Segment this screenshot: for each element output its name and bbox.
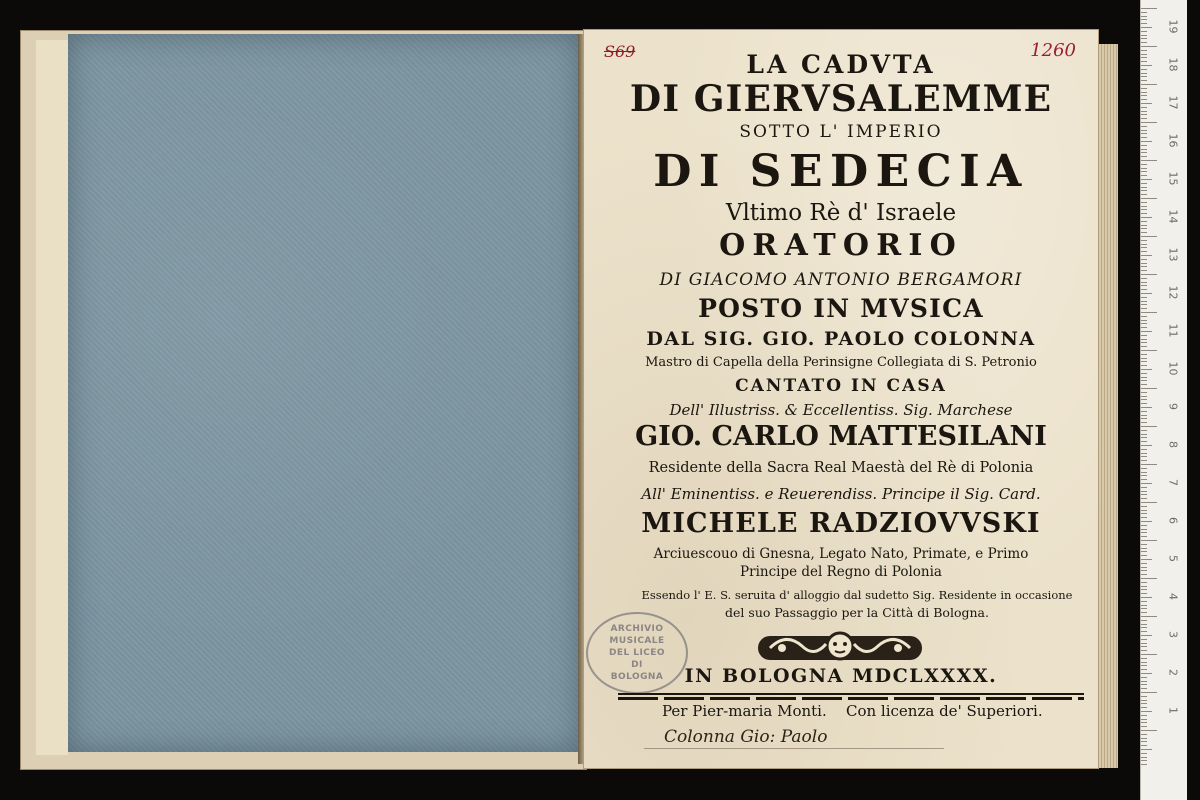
patron-title-line: Residente della Sacra Real Maestà del Rè di Polonia bbox=[648, 460, 1034, 476]
measurement-ruler bbox=[1140, 0, 1187, 800]
handwritten-signature: Colonna Gio: Paolo bbox=[664, 727, 828, 747]
ruler-tick bbox=[1141, 513, 1147, 514]
ruler-tick bbox=[1141, 415, 1147, 416]
patron-honorific-line: Dell' Illustriss. & Eccellentiss. Sig. Marchese bbox=[669, 401, 1013, 419]
ruler-tick bbox=[1141, 225, 1147, 226]
ruler-tick bbox=[1141, 270, 1147, 271]
ruler-tick bbox=[1141, 449, 1147, 450]
woodcut-ornament bbox=[756, 626, 924, 666]
ruler-tick bbox=[1141, 396, 1147, 397]
ruler-tick bbox=[1141, 278, 1147, 279]
ruler-number-6: 6 bbox=[1166, 517, 1180, 524]
ruler-tick bbox=[1141, 282, 1147, 283]
ruler-tick bbox=[1141, 304, 1147, 305]
ruler-tick bbox=[1141, 559, 1152, 560]
ruler-tick bbox=[1141, 658, 1147, 659]
cardinal-honorific-line: All' Eminentiss. e Reuerendiss. Principe il Sig. Card. bbox=[641, 485, 1041, 503]
ruler-tick bbox=[1141, 662, 1147, 663]
ruler-tick bbox=[1141, 217, 1152, 218]
stamp-line-5: BOLOGNA bbox=[610, 672, 664, 682]
title-line-1: LA CADVTA bbox=[746, 50, 936, 79]
ruler-tick bbox=[1141, 365, 1147, 366]
ruler-tick bbox=[1141, 734, 1147, 735]
ruler-tick bbox=[1141, 445, 1152, 446]
ruler-tick bbox=[1141, 464, 1157, 465]
ruler-number-7: 7 bbox=[1166, 479, 1180, 486]
ruler-tick bbox=[1141, 715, 1147, 716]
ruler-tick bbox=[1141, 472, 1147, 473]
ruler-tick bbox=[1141, 430, 1147, 431]
ruler-tick bbox=[1141, 213, 1147, 214]
ruler-tick bbox=[1141, 422, 1147, 423]
ruler-number-19: 19 bbox=[1166, 19, 1180, 34]
ruler-tick bbox=[1141, 608, 1147, 609]
ruler-tick bbox=[1141, 95, 1147, 96]
ruler-tick bbox=[1141, 16, 1147, 17]
composer-line: DAL SIG. GIO. PAOLO COLONNA bbox=[646, 328, 1036, 350]
ruler-tick bbox=[1141, 673, 1152, 674]
ruler-tick bbox=[1141, 510, 1147, 511]
ruler-tick bbox=[1141, 441, 1147, 442]
ruler-tick bbox=[1141, 392, 1147, 393]
ruler-tick bbox=[1141, 688, 1147, 689]
ruler-tick bbox=[1141, 665, 1147, 666]
ruler-tick bbox=[1141, 323, 1147, 324]
ruler-tick bbox=[1141, 540, 1157, 541]
ruler-tick bbox=[1141, 650, 1147, 651]
ruler-tick bbox=[1141, 646, 1147, 647]
ruler-tick bbox=[1141, 479, 1147, 480]
ruler-tick bbox=[1141, 31, 1147, 32]
ruler-tick bbox=[1141, 187, 1147, 188]
ruler-tick bbox=[1141, 639, 1147, 640]
ruler-tick bbox=[1141, 745, 1147, 746]
ruler-tick bbox=[1141, 133, 1147, 134]
ruler-tick bbox=[1141, 749, 1152, 750]
ruler-tick bbox=[1141, 240, 1147, 241]
ruler-tick bbox=[1141, 399, 1147, 400]
occasion-line-1: Essendo l' E. S. seruita d' alloggio dal sudetto Sig. Residente in occasione bbox=[641, 588, 1073, 602]
ruler-tick bbox=[1141, 342, 1147, 343]
stamp-line-2: MUSICALE bbox=[609, 636, 665, 646]
ruler-tick bbox=[1141, 247, 1147, 248]
ruler-tick bbox=[1141, 145, 1147, 146]
ruler-tick bbox=[1141, 160, 1157, 161]
ruler-number-5: 5 bbox=[1166, 555, 1180, 562]
ruler-tick bbox=[1141, 111, 1147, 112]
ruler-tick bbox=[1141, 179, 1152, 180]
ruler-tick bbox=[1141, 703, 1147, 704]
ruler-number-18: 18 bbox=[1166, 57, 1180, 72]
ruler-tick bbox=[1141, 738, 1147, 739]
ruler-tick bbox=[1141, 255, 1152, 256]
ruler-tick bbox=[1141, 388, 1157, 389]
ruler-tick bbox=[1141, 684, 1147, 685]
ruler-number-16: 16 bbox=[1166, 133, 1180, 148]
ruler-tick bbox=[1141, 475, 1147, 476]
imprint-dashed-rule bbox=[618, 697, 1084, 700]
title-line-6: ORATORIO bbox=[719, 228, 963, 263]
ruler-tick bbox=[1141, 65, 1152, 66]
ruler-tick bbox=[1141, 696, 1147, 697]
ruler-tick bbox=[1141, 152, 1147, 153]
ruler-tick bbox=[1141, 589, 1147, 590]
ruler-tick bbox=[1141, 54, 1147, 55]
ruler-tick bbox=[1141, 692, 1157, 693]
ruler-tick bbox=[1141, 460, 1147, 461]
ruler-number-11: 11 bbox=[1166, 323, 1180, 338]
ruler-tick bbox=[1141, 711, 1152, 712]
ruler-tick bbox=[1141, 46, 1157, 47]
ruler-number-4: 4 bbox=[1166, 593, 1180, 600]
ruler-tick bbox=[1141, 57, 1147, 58]
title-line-3: SOTTO L' IMPERIO bbox=[739, 122, 943, 142]
ruler-tick bbox=[1141, 358, 1147, 359]
ruler-tick bbox=[1141, 301, 1147, 302]
imprint-rule bbox=[618, 693, 1084, 695]
ruler-tick bbox=[1141, 730, 1157, 731]
ruler-tick bbox=[1141, 84, 1157, 85]
ruler-number-9: 9 bbox=[1166, 403, 1180, 410]
ruler-tick bbox=[1141, 411, 1147, 412]
ruler-tick bbox=[1141, 757, 1147, 758]
ruler-tick bbox=[1141, 529, 1147, 530]
ruler-tick bbox=[1141, 407, 1152, 408]
ruler-tick bbox=[1141, 118, 1147, 119]
ruler-tick bbox=[1141, 171, 1147, 172]
ruler-tick bbox=[1141, 202, 1147, 203]
patron-name-line: GIO. CARLO MATTESILANI bbox=[635, 421, 1047, 452]
ruler-tick bbox=[1141, 297, 1147, 298]
ruler-tick bbox=[1141, 73, 1147, 74]
ruler-number-10: 10 bbox=[1166, 361, 1180, 376]
ruler-tick bbox=[1141, 384, 1147, 385]
ruler-tick bbox=[1141, 236, 1157, 237]
ruler-tick bbox=[1141, 320, 1147, 321]
ruler-tick bbox=[1141, 620, 1147, 621]
ruler-tick bbox=[1141, 487, 1147, 488]
ruler-tick bbox=[1141, 27, 1152, 28]
ruler-tick bbox=[1141, 491, 1147, 492]
ruler-tick bbox=[1141, 346, 1147, 347]
stamp-line-3: DEL LICEO bbox=[608, 648, 666, 658]
ruler-tick bbox=[1141, 19, 1147, 20]
printer-line: Per Pier-maria Monti. bbox=[662, 702, 827, 720]
ruler-tick bbox=[1141, 221, 1147, 222]
title-line-8: POSTO IN MVSICA bbox=[698, 294, 984, 323]
title-line-2: DI GIERVSALEMME bbox=[629, 78, 1053, 120]
stamp-line-4: DI bbox=[631, 660, 643, 670]
ruler-tick bbox=[1141, 175, 1147, 176]
ruler-tick bbox=[1141, 228, 1147, 229]
ruler-tick bbox=[1141, 453, 1147, 454]
ruler-tick bbox=[1141, 627, 1147, 628]
ruler-tick bbox=[1141, 502, 1157, 503]
ruler-tick bbox=[1141, 50, 1147, 51]
ruler-tick bbox=[1141, 498, 1147, 499]
ruler-tick bbox=[1141, 544, 1147, 545]
ruler-tick bbox=[1141, 456, 1147, 457]
composer-title-line: Mastro di Capella della Perinsigne Collegiata di S. Petronio bbox=[645, 355, 1037, 370]
ruler-tick bbox=[1141, 548, 1147, 549]
ruler-tick bbox=[1141, 654, 1157, 655]
ruler-tick bbox=[1141, 285, 1147, 286]
inventory-number: 1260 bbox=[1030, 40, 1076, 61]
ruler-tick bbox=[1141, 156, 1147, 157]
ruler-tick bbox=[1141, 616, 1157, 617]
ruler-tick bbox=[1141, 551, 1147, 552]
ruler-number-8: 8 bbox=[1166, 441, 1180, 448]
title-line-5: Vltimo Rè d' Israele bbox=[725, 200, 957, 226]
ruler-tick bbox=[1141, 308, 1147, 309]
occasion-line-2: del suo Passaggio per la Città di Bologna. bbox=[725, 605, 989, 620]
ruler-tick bbox=[1141, 722, 1147, 723]
ruler-tick bbox=[1141, 164, 1147, 165]
ruler-tick bbox=[1141, 141, 1152, 142]
ruler-tick bbox=[1141, 681, 1147, 682]
ruler-tick bbox=[1141, 198, 1157, 199]
ruler-tick bbox=[1141, 707, 1147, 708]
ruler-tick bbox=[1141, 122, 1157, 123]
ruler-tick bbox=[1141, 80, 1147, 81]
ruler-tick bbox=[1141, 373, 1147, 374]
ruler-tick bbox=[1141, 567, 1147, 568]
ruler-tick bbox=[1141, 42, 1147, 43]
license-line: Con licenza de' Superiori. bbox=[846, 702, 1043, 720]
ruler-tick bbox=[1141, 377, 1147, 378]
ruler-tick bbox=[1141, 88, 1147, 89]
ruler-tick bbox=[1141, 426, 1157, 427]
ruler-tick bbox=[1141, 563, 1147, 564]
ruler-number-3: 3 bbox=[1166, 631, 1180, 638]
ruler-tick bbox=[1141, 677, 1147, 678]
ruler-number-2: 2 bbox=[1166, 669, 1180, 676]
ruler-tick bbox=[1141, 669, 1147, 670]
ruler-tick bbox=[1141, 23, 1147, 24]
ruler-tick bbox=[1141, 107, 1147, 108]
ruler-tick bbox=[1141, 521, 1152, 522]
ruler-tick bbox=[1141, 263, 1147, 264]
ruler-tick bbox=[1141, 380, 1147, 381]
title-page bbox=[584, 30, 1098, 768]
signature-underline bbox=[644, 748, 944, 749]
ruler-tick bbox=[1141, 635, 1152, 636]
ruler-tick bbox=[1141, 8, 1157, 9]
ruler-tick bbox=[1141, 483, 1152, 484]
stamp-line-1: ARCHIVIO bbox=[610, 624, 664, 634]
ruler-tick bbox=[1141, 251, 1147, 252]
ruler-tick bbox=[1141, 361, 1147, 362]
ruler-tick bbox=[1141, 764, 1147, 765]
ruler-tick bbox=[1141, 643, 1147, 644]
ruler-number-14: 14 bbox=[1166, 209, 1180, 224]
ruler-tick bbox=[1141, 266, 1147, 267]
title-line-4: DI SEDECIA bbox=[653, 146, 1029, 197]
ruler-tick bbox=[1141, 190, 1147, 191]
ruler-number-13: 13 bbox=[1166, 247, 1180, 262]
ruler-tick bbox=[1141, 532, 1147, 533]
cardinal-name-line: MICHELE RADZIOVVSKI bbox=[641, 508, 1041, 539]
ruler-tick bbox=[1141, 517, 1147, 518]
ruler-tick bbox=[1141, 536, 1147, 537]
ruler-tick bbox=[1141, 624, 1147, 625]
ruler-number-15: 15 bbox=[1166, 171, 1180, 186]
ruler-tick bbox=[1141, 274, 1157, 275]
ruler-tick bbox=[1141, 183, 1147, 184]
author-line: DI GIACOMO ANTONIO BERGAMORI bbox=[659, 270, 1023, 290]
ruler-tick bbox=[1141, 312, 1157, 313]
ruler-tick bbox=[1141, 434, 1147, 435]
ruler-tick bbox=[1141, 130, 1147, 131]
ruler-tick bbox=[1141, 578, 1157, 579]
ruler-tick bbox=[1141, 103, 1152, 104]
ruler-tick bbox=[1141, 494, 1147, 495]
ruler-tick bbox=[1141, 582, 1147, 583]
ruler-tick bbox=[1141, 69, 1147, 70]
ruler-tick bbox=[1141, 570, 1147, 571]
ruler-tick bbox=[1141, 209, 1147, 210]
ruler-tick bbox=[1141, 38, 1147, 39]
ruler-tick bbox=[1141, 149, 1147, 150]
ruler-tick bbox=[1141, 35, 1147, 36]
ruler-tick bbox=[1141, 741, 1147, 742]
ruler-tick bbox=[1141, 76, 1147, 77]
ruler-tick bbox=[1141, 437, 1147, 438]
ruler-tick bbox=[1141, 726, 1147, 727]
ruler-tick bbox=[1141, 700, 1147, 701]
ruler-tick bbox=[1141, 525, 1147, 526]
ruler-tick bbox=[1141, 194, 1147, 195]
ruler-tick bbox=[1141, 137, 1147, 138]
blue-paper-cover bbox=[68, 34, 580, 752]
imprint-line: IN BOLOGNA MDCLXXXX. bbox=[684, 665, 998, 687]
ruler-tick bbox=[1141, 555, 1147, 556]
ruler-tick bbox=[1141, 168, 1147, 169]
ruler-tick bbox=[1141, 12, 1147, 13]
ruler-tick bbox=[1141, 574, 1147, 575]
cover-binding-strip bbox=[36, 40, 68, 755]
ruler-tick bbox=[1141, 289, 1147, 290]
ruler-tick bbox=[1141, 114, 1147, 115]
ruler-tick bbox=[1141, 92, 1147, 93]
shelfmark-annotation: S69 bbox=[604, 42, 636, 61]
ruler-tick bbox=[1141, 335, 1147, 336]
ruler-tick bbox=[1141, 293, 1152, 294]
ruler-tick bbox=[1141, 403, 1147, 404]
ruler-tick bbox=[1141, 316, 1147, 317]
ruler-tick bbox=[1141, 597, 1152, 598]
ruler-tick bbox=[1141, 339, 1147, 340]
ruler-tick bbox=[1141, 760, 1147, 761]
ruler-tick bbox=[1141, 99, 1147, 100]
ruler-number-1: 1 bbox=[1166, 707, 1180, 714]
cardinal-title-line-1: Arciuescouo di Gnesna, Legato Nato, Primate, e Primo bbox=[653, 546, 1029, 562]
ruler-tick bbox=[1141, 259, 1147, 260]
ruler-tick bbox=[1141, 753, 1147, 754]
ruler-tick bbox=[1141, 369, 1152, 370]
ruler-tick bbox=[1141, 719, 1147, 720]
cardinal-title-line-2: Principe del Regno di Polonia bbox=[740, 564, 942, 580]
ruler-tick bbox=[1141, 354, 1147, 355]
ruler-tick bbox=[1141, 126, 1147, 127]
ruler-tick bbox=[1141, 350, 1157, 351]
ruler-number-12: 12 bbox=[1166, 285, 1180, 300]
ruler-tick bbox=[1141, 506, 1147, 507]
ruler-tick bbox=[1141, 206, 1147, 207]
ruler-tick bbox=[1141, 612, 1147, 613]
ruler-tick bbox=[1141, 631, 1147, 632]
ruler-tick bbox=[1141, 601, 1147, 602]
ruler-tick bbox=[1141, 605, 1147, 606]
ruler-tick bbox=[1141, 418, 1147, 419]
ruler-tick bbox=[1141, 61, 1147, 62]
ruler-number-17: 17 bbox=[1166, 95, 1180, 110]
ruler-tick bbox=[1141, 593, 1147, 594]
ruler-tick bbox=[1141, 331, 1152, 332]
ruler-tick bbox=[1141, 327, 1147, 328]
performance-line: CANTATO IN CASA bbox=[735, 376, 947, 396]
ruler-tick bbox=[1141, 244, 1147, 245]
ruler-tick bbox=[1141, 232, 1147, 233]
ruler-tick bbox=[1141, 468, 1147, 469]
ruler-tick bbox=[1141, 586, 1147, 587]
